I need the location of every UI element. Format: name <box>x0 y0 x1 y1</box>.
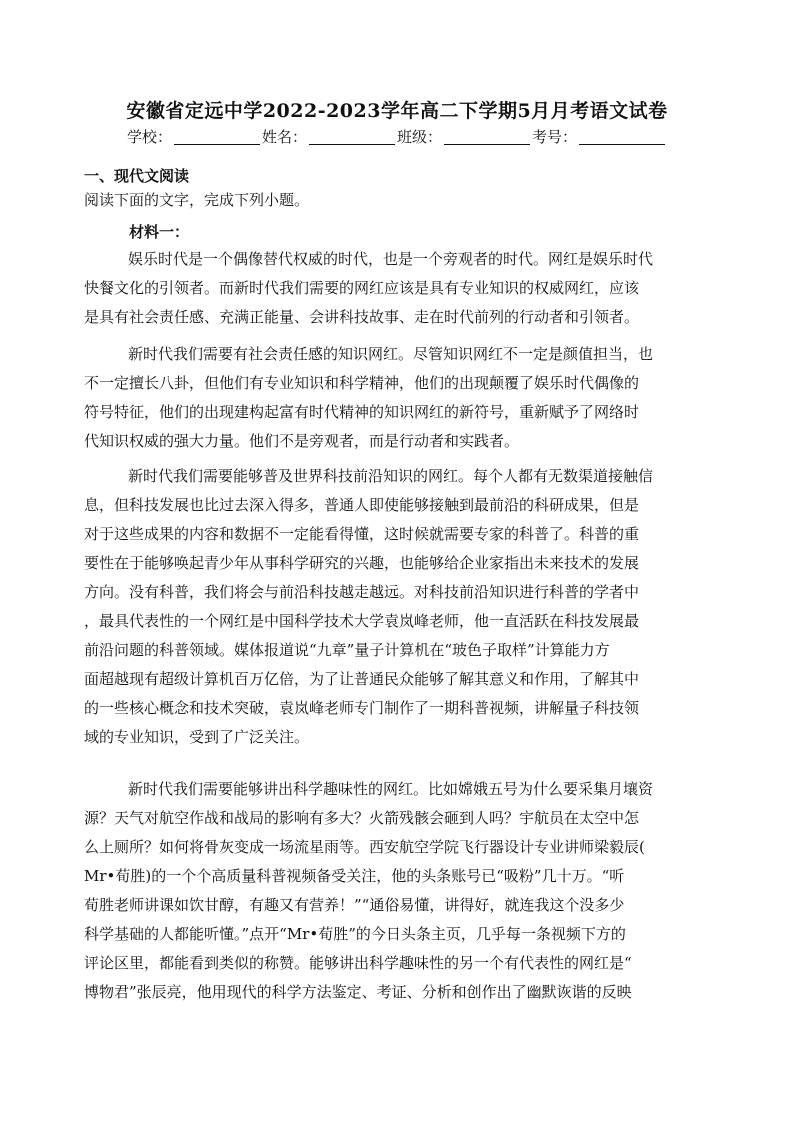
instruction-text: 阅读下面的文字，完成下列小题。 <box>84 191 310 209</box>
paragraph-line: 符号特征，他们的出现建构起富有时代精神的知识网红的新符号，重新赋予了网络时 <box>84 403 640 421</box>
paragraph-line: 面超越现有超级计算机百万亿倍，为了让普通民众能够了解其意义和作用，了解其中 <box>84 670 640 688</box>
paragraph <box>84 775 694 1007</box>
paragraph-line: Mr•荀胜)的一个个高质量科普视频备受关注，他的头条账号已“吸粉”几十万。“听 <box>84 867 625 885</box>
paragraph-line: 域的专业知识，受到了广泛关注。 <box>84 728 310 746</box>
paragraph-line: ，最具代表性的一个网红是中国科学技术大学袁岚峰老师，他一直活跃在科技发展最 <box>84 612 640 630</box>
number-label: 考号： <box>532 128 578 146</box>
paragraph-line: 新时代我们需要能够讲出科学趣味性的网红。比如嫦娥五号为什么要采集月壤资 <box>128 780 654 798</box>
paragraph-line: 不一定擅长八卦，但他们有专业知识和科学精神，他们的出现颠覆了娱乐时代偶像的 <box>84 374 640 392</box>
paragraph-line: 代知识权威的强大力量。他们不是旁观者，而是行动者和实践者。 <box>84 432 520 450</box>
name-label: 姓名： <box>261 128 307 146</box>
paragraph <box>84 340 694 456</box>
student-info-row <box>0 126 794 147</box>
paragraph-line: 方向。没有科普，我们将会与前沿科技越走越远。对科技前沿知识进行科普的学者中 <box>84 583 640 601</box>
paragraph <box>84 462 694 752</box>
paragraph-line: 科学基础的人都能听懂。”点开“Mr•荀胜”的今日头条主页，几乎每一条视频下方的 <box>84 925 626 943</box>
section-heading: 一、现代文阅读 <box>84 167 190 185</box>
paragraph-line: 博物君”张辰亮，他用现代的科学方法鉴定、考证、分析和创作出了幽默诙谐的反映 <box>84 983 632 1001</box>
paragraph-line: 新时代我们需要有社会责任感的知识网红。尽管知识网红不一定是颜值担当，也 <box>128 345 654 363</box>
paragraph-line: 的一些核心概念和技术突破，袁岚峰老师专门制作了一期科普视频，讲解量子科技领 <box>84 699 640 717</box>
paragraph-line: 是具有社会责任感、充满正能量、会讲科技故事、走在时代前列的行动者和引领者。 <box>84 308 640 326</box>
school-label: 学校： <box>126 128 172 146</box>
paragraph-line: 评论区里，都能看到类似的称赞。能够讲出科学趣味性的另一个有代表性的网红是“ <box>84 954 632 972</box>
paragraph-line: 娱乐时代是一个偶像替代权威的时代，也是一个旁观者的时代。网红是娱乐时代 <box>128 250 654 268</box>
class-blank[interactable] <box>444 129 530 145</box>
paragraph <box>84 245 694 332</box>
paragraph-line: 前沿问题的科普领域。媒体报道说“九章”量子计算机在“玻色子取样”计算能力方 <box>84 641 610 659</box>
class-label: 班级： <box>397 128 443 146</box>
name-blank[interactable] <box>309 129 395 145</box>
paragraph-line: 新时代我们需要能够普及世界科技前沿知识的网红。每个人都有无数渠道接触信 <box>128 467 654 485</box>
material-label: 材料一： <box>129 223 190 241</box>
paragraph-line: 快餐文化的引领者。而新时代我们需要的网红应该是具有专业知识的权威网红，应该 <box>84 279 640 297</box>
paragraph-line: 么上厕所？如何将骨灰变成一场流星雨等。西安航空学院飞行器设计专业讲师梁毅辰( <box>84 838 645 856</box>
number-blank[interactable] <box>579 129 665 145</box>
paragraph-line: 荀胜老师讲课如饮甘醇，有趣又有营养！”“通俗易懂，讲得好，就连我这个没多少 <box>84 896 625 914</box>
paragraph-line: 息，但科技发展也比过去深入得多，普通人即使能够接触到最前沿的科研成果，但是 <box>84 496 640 514</box>
exam-title: 安徽省定远中学2022-2023学年高二下学期5月月考语文试卷 <box>126 100 668 122</box>
paragraph-line: 源？天气对航空作战和战局的影响有多大？火箭残骸会砸到人吗？宇航员在太空中怎 <box>84 809 640 827</box>
school-blank[interactable] <box>174 129 260 145</box>
paragraph-line: 要性在于能够唤起青少年从事科学研究的兴趣，也能够给企业家指出未来技术的发展 <box>84 554 640 572</box>
paragraph-line: 对于这些成果的内容和数据不一定能看得懂，这时候就需要专家的科普了。科普的重 <box>84 525 640 543</box>
